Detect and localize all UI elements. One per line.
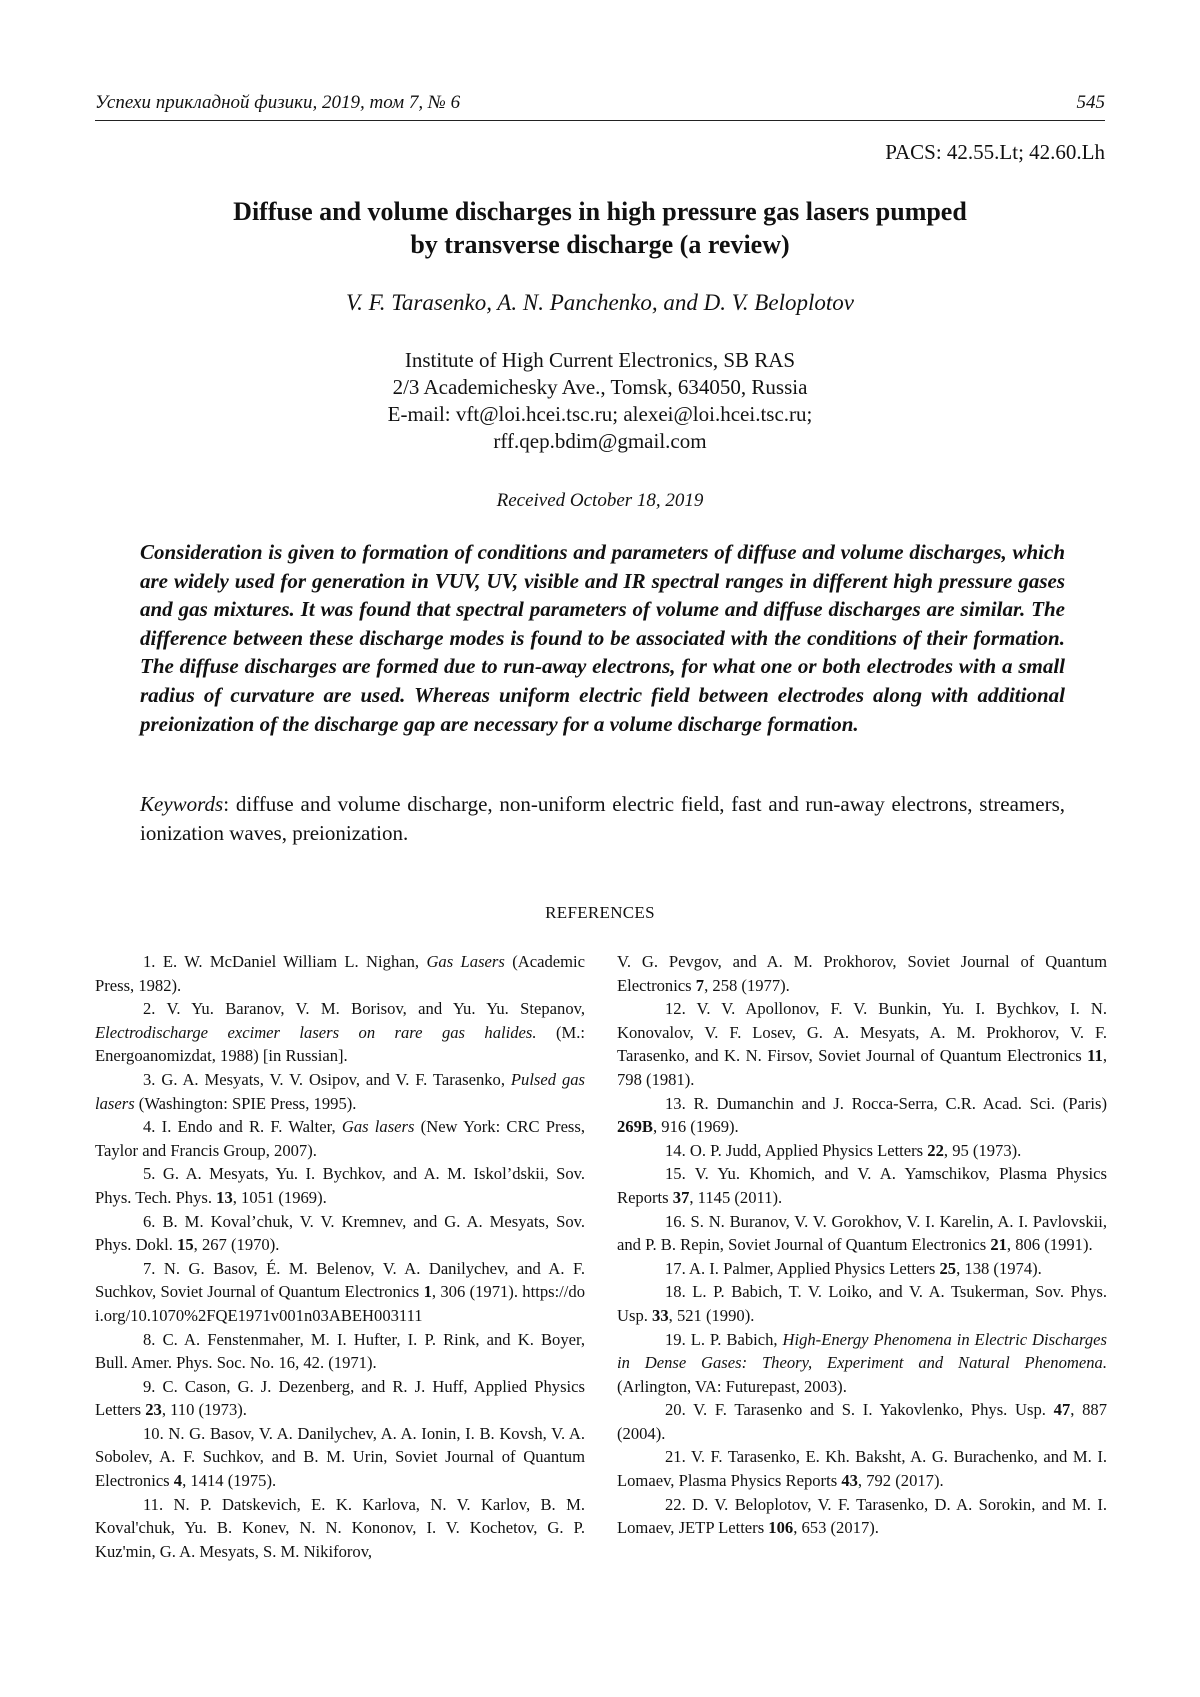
affiliation: [95, 347, 1105, 455]
reference-item: 1. E. W. McDaniel William L. Nighan, Gas Lasers (Academic Press, 1982).: [95, 952, 585, 995]
references-column-right: [617, 950, 1107, 1540]
reference-item: 2. V. Yu. Baranov, V. M. Borisov, and Yu. Yu. Stepanov, Electrodischarge excimer lasers on rare gas halides. (M.: Energoanomizdat, 1988) [in Russian].: [95, 999, 586, 1066]
pacs-codes: PACS: 42.55.Lt; 42.60.Lh: [885, 140, 1105, 164]
received-date: Received October 18, 2019: [496, 490, 704, 511]
title-line: by transverse discharge (a review): [410, 230, 790, 259]
keywords: [140, 790, 1065, 848]
reference-item: 20. V. F. Tarasenko and S. I. Yakovlenko, Phys. Usp. 47, 887 (2004).: [617, 1400, 1107, 1443]
reference-item: 6. B. M. Koval’chuk, V. V. Kremnev, and G. A. Mesyats, Sov. Phys. Dokl. 15, 267 (1970).: [95, 1211, 585, 1255]
references-heading: REFERENCES: [545, 903, 655, 922]
references-column-left: [95, 950, 585, 1563]
reference-item: 13. R. Dumanchin and J. Rocca-Serra, C.R. Acad. Sci. (Paris) 269B, 916 (1969).: [617, 1093, 1107, 1137]
reference-item-continued: V. G. Pevgov, and A. M. Prokhorov, Soviet Journal of Quantum Electronics 7, 258 (1977).: [617, 952, 1107, 995]
affiliation-line: Institute of High Current Electronics, SB RAS: [404, 348, 796, 372]
abstract: Consideration is given to formation of conditions and parameters of diffuse and volume discharges, which are widely used for generation in VUV, UV, visible and IR spectral ranges in different high pressure gases and gas mixtures. It was found that spectral parameters of volume and diffuse discharges are similar. The difference between these discharge modes is found to be associated with the conditions of their formation. The diffuse discharges are formed due to run-away electrons, for what one or both electrodes with a small radius of curvature are used. Whereas uniform electric field between electrodes along with additional preionization of the discharge gap are necessary for a volume discharge formation.: [140, 540, 1065, 736]
reference-item: 16. S. N. Buranov, V. V. Gorokhov, V. I. Karelin, A. I. Pavlovskii, and P. B. Repin, Soviet Journal of Quantum Electronics 21, 806 (1991).: [617, 1211, 1107, 1255]
affiliation-email: E-mail: vft@loi.hcei.tsc.ru; alexei@loi.hcei.tsc.ru;: [387, 402, 813, 426]
reference-item: 12. V. V. Apollonov, F. V. Bunkin, Yu. I. Bychkov, I. N. Konovalov, V. F. Losev, G. A. Mesyats, A. M. Prokhorov, V. F. Tarasenko, and K. N. Firsov, Soviet Journal of Quantum Electronics 11, 798 (1981).: [617, 999, 1107, 1089]
reference-item: 7. N. G. Basov, É. M. Belenov, V. A. Danilychev, and A. F. Suchkov, Soviet Journal of Quantum Electronics 1, 306 (1971). https://doi.org/10.1070%2FQE1971v001n03ABEH003111: [95, 1258, 585, 1325]
reference-item: 17. A. I. Palmer, Applied Physics Letters 25, 138 (1974).: [665, 1258, 1042, 1278]
reference-item: 14. O. P. Judd, Applied Physics Letters 22, 95 (1973).: [665, 1140, 1022, 1160]
affiliation-line: 2/3 Academichesky Ave., Tomsk, 634050, Russia: [392, 375, 808, 399]
running-header: [95, 92, 1105, 121]
reference-item: 18. L. P. Babich, T. V. Loiko, and V. A. Tsukerman, Sov. Phys. Usp. 33, 521 (1990).: [617, 1282, 1107, 1325]
affiliation-email: rff.qep.bdim@gmail.com: [493, 429, 707, 453]
reference-item: 10. N. G. Basov, V. A. Danilychev, A. A. Ionin, I. B. Kovsh, V. A. Sobolev, A. F. Suchkov, and B. M. Urin, Soviet Journal of Quantum Electronics 4, 1414 (1975).: [95, 1423, 585, 1491]
reference-item: 4. I. Endo and R. F. Walter, Gas lasers (New York: CRC Press, Taylor and Francis Group, 2007).: [95, 1117, 585, 1160]
paper-title: [95, 195, 1105, 261]
reference-item: 11. N. P. Datskevich, E. K. Karlova, N. V. Karlov, B. M. Koval'chuk, Yu. B. Konev, N. N. Kononov, I. V. Kochetov, G. P. Kuz'min, G. A. Mesyats, S. M. Nikiforov,: [95, 1494, 585, 1561]
keywords-text: : diffuse and volume discharge, non-uniform electric field, fast and run-away electrons, streamers, ionization waves, preionization.: [140, 792, 1065, 845]
page-number: 545: [1076, 92, 1105, 113]
title-line: Diffuse and volume discharges in high pressure gas lasers pumped: [233, 197, 967, 226]
reference-item: 22. D. V. Beloplotov, V. F. Tarasenko, D. A. Sorokin, and M. I. Lomaev, JETP Letters 106, 653 (2017).: [617, 1494, 1107, 1538]
reference-item: 9. C. Cason, G. J. Dezenberg, and R. J. Huff, Applied Physics Letters 23, 110 (1973).: [95, 1376, 585, 1420]
reference-item: 8. C. A. Fenstenmaher, M. I. Hufter, I. P. Rink, and K. Boyer, Bull. Amer. Phys. Soc. No. 16, 42. (1971).: [95, 1329, 585, 1373]
reference-item: 3. G. A. Mesyats, V. V. Osipov, and V. F. Tarasenko, Pulsed gas lasers (Washington: SPIE Press, 1995).: [95, 1069, 585, 1113]
reference-item: 19. L. P. Babich, High-Energy Phenomena in Electric Discharges in Dense Gases: Theory, Experiment and Natural Phenomena. (Arlington, VA: Futurepast, 2003).: [617, 1329, 1107, 1396]
reference-item: 15. V. Yu. Khomich, and V. A. Yamschikov, Plasma Physics Reports 37, 1145 (2011).: [617, 1164, 1107, 1207]
reference-item: 21. V. F. Tarasenko, E. Kh. Baksht, A. G. Burachenko, and M. I. Lomaev, Plasma Physics Reports 43, 792 (2017).: [617, 1447, 1107, 1491]
journal-citation: Успехи прикладной физики, 2019, том 7, № 6: [95, 92, 461, 113]
author-list: V. F. Tarasenko, A. N. Panchenko, and D. V. Beloplotov: [346, 290, 854, 315]
keywords-label: Keywords: [140, 792, 224, 816]
reference-item: 5. G. A. Mesyats, Yu. I. Bychkov, and A. M. Iskol’dskii, Sov. Phys. Tech. Phys. 13, 1051 (1969).: [95, 1164, 585, 1207]
